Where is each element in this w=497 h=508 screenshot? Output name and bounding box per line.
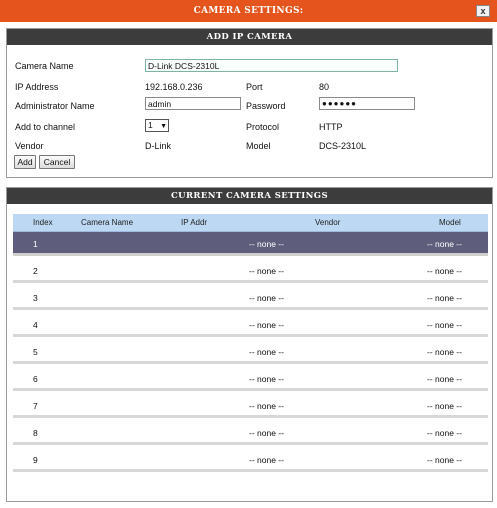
dialog-title: CAMERA SETTINGS: bbox=[193, 6, 304, 16]
channel-select-value: 1 bbox=[148, 120, 153, 130]
vendor-value: D-Link bbox=[145, 141, 172, 151]
row-vendor: -- none -- bbox=[249, 374, 284, 384]
row-vendor: -- none -- bbox=[249, 320, 284, 330]
channel-select[interactable] bbox=[145, 119, 169, 132]
row-model: -- none -- bbox=[427, 293, 462, 303]
cancel-button[interactable]: Cancel bbox=[39, 155, 75, 169]
row-vendor: -- none -- bbox=[249, 239, 284, 249]
row-index: 7 bbox=[33, 401, 38, 411]
protocol-label: Protocol bbox=[246, 122, 280, 132]
table-row[interactable] bbox=[13, 286, 488, 310]
table-row[interactable] bbox=[13, 421, 488, 445]
row-model: -- none -- bbox=[427, 374, 462, 384]
chevron-down-icon: ▼ bbox=[160, 123, 167, 130]
row-model: -- none -- bbox=[427, 239, 462, 249]
table-row[interactable] bbox=[13, 448, 488, 472]
table-row[interactable] bbox=[13, 340, 488, 364]
row-model: -- none -- bbox=[427, 320, 462, 330]
dialog-titlebar bbox=[0, 0, 497, 22]
table-row[interactable] bbox=[13, 394, 488, 418]
channel-label: Add to channel bbox=[15, 122, 76, 132]
ip-address-label: IP Address bbox=[15, 82, 59, 92]
column-camera-name: Camera Name bbox=[81, 218, 134, 227]
row-index: 5 bbox=[33, 347, 38, 357]
model-label: Model bbox=[246, 141, 271, 151]
row-index: 4 bbox=[33, 320, 38, 330]
add-button[interactable]: Add bbox=[14, 155, 36, 169]
column-model: Model bbox=[439, 218, 461, 227]
admin-name-field[interactable] bbox=[145, 97, 241, 110]
row-model: -- none -- bbox=[427, 455, 462, 465]
admin-name-label: Administrator Name bbox=[15, 101, 95, 111]
table-row[interactable] bbox=[13, 259, 488, 283]
row-index: 9 bbox=[33, 455, 38, 465]
ip-address-value: 192.168.0.236 bbox=[145, 82, 203, 92]
password-field[interactable]: ●●●●●● bbox=[319, 97, 415, 110]
table-row[interactable] bbox=[13, 313, 488, 337]
vendor-label: Vendor bbox=[15, 141, 44, 151]
camera-name-label: Camera Name bbox=[15, 61, 74, 71]
row-model: -- none -- bbox=[427, 266, 462, 276]
row-model: -- none -- bbox=[427, 347, 462, 357]
add-ip-camera-header: ADD IP CAMERA bbox=[7, 29, 492, 45]
row-index: 1 bbox=[33, 239, 38, 249]
current-camera-settings-header: CURRENT CAMERA SETTINGS bbox=[7, 188, 492, 204]
row-index: 8 bbox=[33, 428, 38, 438]
row-index: 2 bbox=[33, 266, 38, 276]
row-vendor: -- none -- bbox=[249, 428, 284, 438]
port-label: Port bbox=[246, 82, 263, 92]
table-row[interactable] bbox=[13, 367, 488, 391]
current-camera-settings-panel bbox=[6, 187, 493, 502]
row-vendor: -- none -- bbox=[249, 455, 284, 465]
row-vendor: -- none -- bbox=[249, 293, 284, 303]
close-icon: x bbox=[480, 6, 486, 16]
row-vendor: -- none -- bbox=[249, 266, 284, 276]
row-index: 3 bbox=[33, 293, 38, 303]
camera-name-field[interactable] bbox=[145, 59, 398, 72]
column-vendor: Vendor bbox=[315, 218, 341, 227]
model-value: DCS-2310L bbox=[319, 141, 367, 151]
add-ip-camera-panel bbox=[6, 28, 493, 178]
column-ip-addr: IP Addr bbox=[181, 218, 208, 227]
row-model: -- none -- bbox=[427, 401, 462, 411]
protocol-value: HTTP bbox=[319, 122, 343, 132]
row-vendor: -- none -- bbox=[249, 401, 284, 411]
password-label: Password bbox=[246, 101, 286, 111]
table-row[interactable] bbox=[13, 232, 488, 256]
camera-table-header bbox=[13, 214, 488, 232]
row-index: 6 bbox=[33, 374, 38, 384]
port-value: 80 bbox=[319, 82, 330, 92]
row-vendor: -- none -- bbox=[249, 347, 284, 357]
column-index: Index bbox=[33, 218, 53, 227]
row-model: -- none -- bbox=[427, 428, 462, 438]
close-button[interactable] bbox=[476, 5, 490, 17]
